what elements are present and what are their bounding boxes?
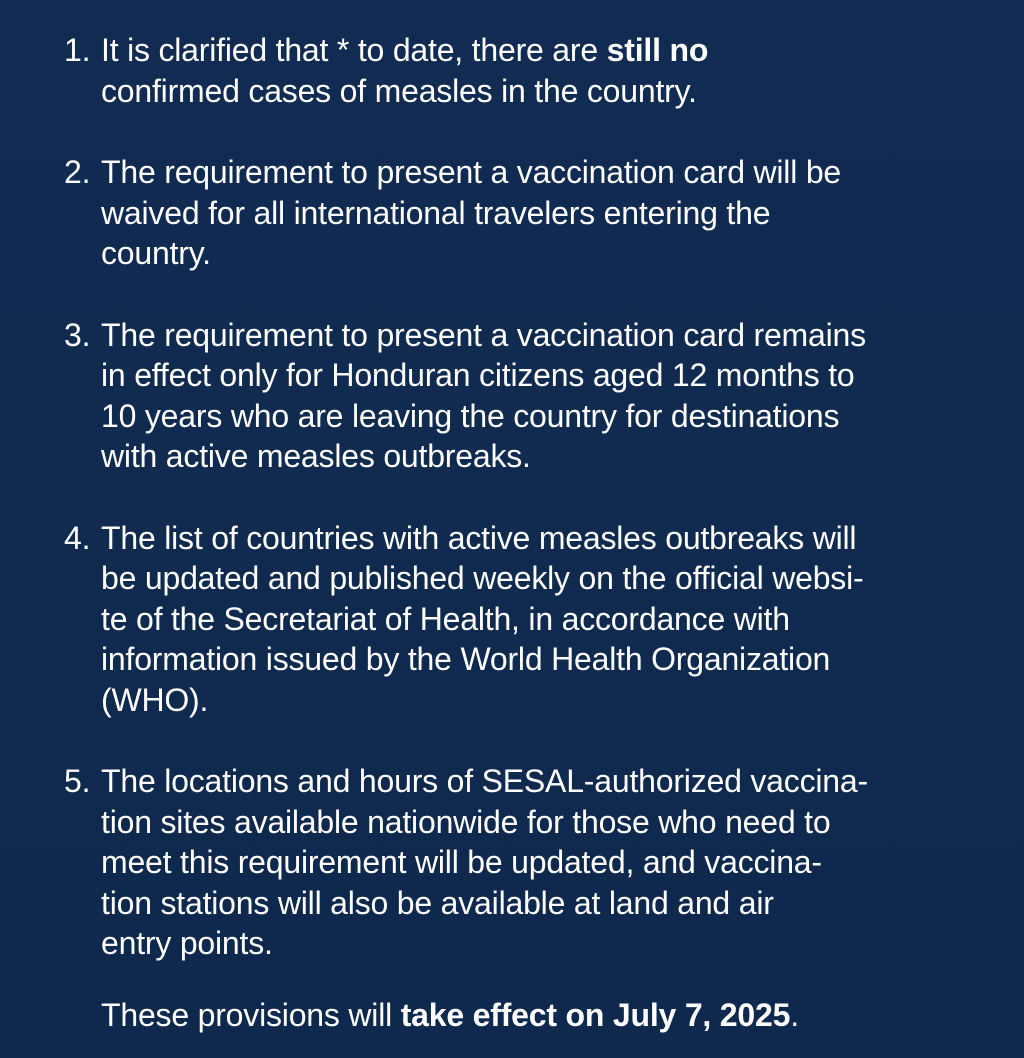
notice-item-4 [0,518,1024,721]
item-line: The list of countries with active measles outbreaks will [101,519,857,556]
item-number: 2. [64,154,91,190]
item-line: be updated and published weekly on the official websi- [101,560,864,596]
item-number: 4. [64,519,91,556]
closing-period: . [790,997,799,1033]
item-line: in effect only for Honduran citizens aged 12 months to [101,357,855,393]
item-line: country. [101,235,211,271]
notice-item-3 [0,315,1024,477]
item-text: It is clarified that * to date, there are [101,32,607,68]
item-line: The requirement to present a vaccination card remains [101,316,866,353]
closing-text: These provisions will [101,997,401,1033]
item-line: tion sites available nationwide for those who need to [101,803,831,840]
item-line: tion stations will also be available at land and air [101,884,774,921]
notice-item-2 [0,152,1024,274]
item-line: 10 years who are leaving the country for destinations [101,397,840,434]
item-number: 1. [64,32,91,68]
item-line: waived for all international travelers entering the [101,194,771,231]
item-line [101,30,1024,71]
notice-item-1 [0,30,1024,111]
item-line: The locations and hours of SESAL-authorized vaccina- [101,763,868,799]
notice-list [0,30,1024,1005]
item-line: confirmed cases of measles in the country. [101,72,697,109]
item-line: entry points. [101,925,273,961]
effective-date-statement [101,994,799,1036]
item-emphasis: still no [606,32,709,68]
item-line: information issued by the World Health Organization [101,641,831,677]
item-line: with active measles outbreaks. [101,438,531,474]
item-number: 3. [64,316,91,353]
item-line: meet this requirement will be updated, and vaccina- [101,844,822,880]
item-number: 5. [64,763,91,799]
item-line: (WHO). [101,681,209,718]
item-line: The requirement to present a vaccination card will be [101,154,842,190]
notice-item-5 [0,761,1024,964]
item-line: te of the Secretariat of Health, in accordance with [101,600,790,637]
effective-date: take effect on July 7, 2025 [400,997,791,1033]
